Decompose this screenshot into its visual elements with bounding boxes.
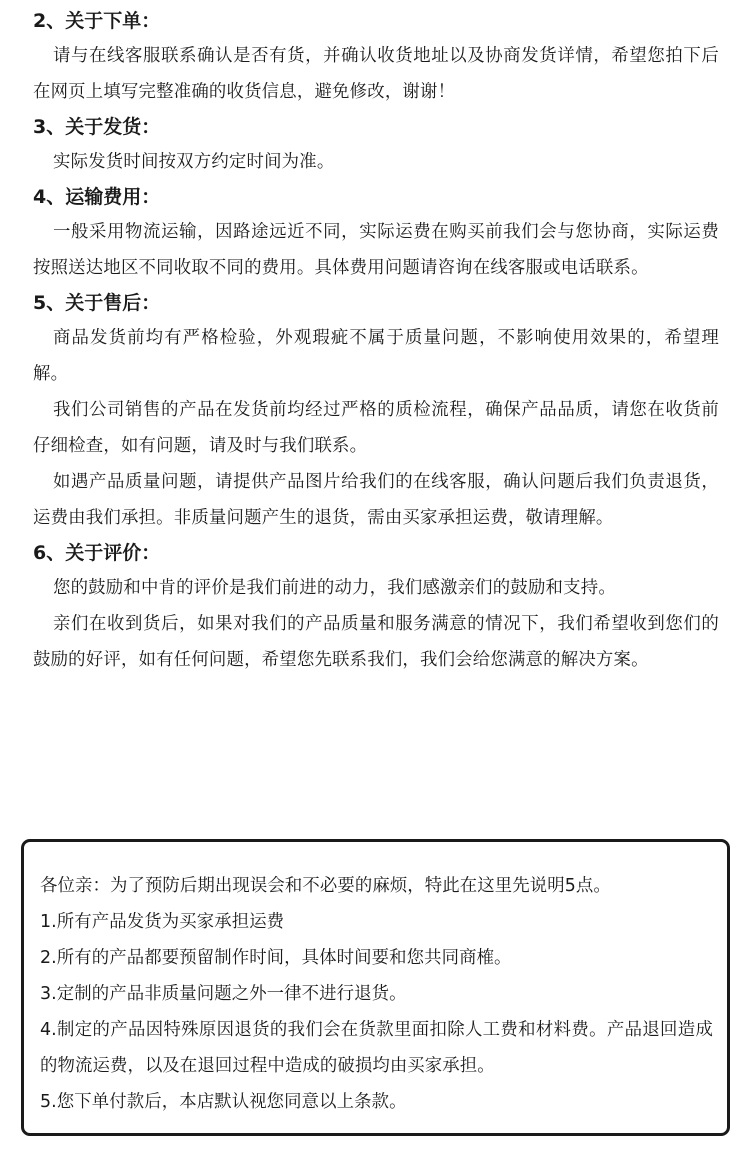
notice-box (21, 839, 730, 1136)
section-paragraph: 商品发货前均有严格检验，外观瑕疵不属于质量问题，不影响使用效果的，希望理解。 (33, 328, 719, 384)
section-paragraph: 请与在线客服联系确认是否有货，并确认收货地址以及协商发货详情，希望您拍下后在网页上填写完整准确的收货信息，避免修改，谢谢！ (33, 46, 719, 102)
section-shipping (0, 110, 750, 180)
section-paragraph: 您的鼓励和中肯的评价是我们前进的动力，我们感激亲们的鼓励和支持。 (53, 578, 616, 598)
notice-item: 3.定制的产品非质量问题之外一律不进行退货。 (40, 984, 407, 1004)
section-paragraph: 一般采用物流运输，因路途远近不同，实际运费在购买前我们会与您协商，实际运费按照送达地区不同收取不同的费用。具体费用问题请咨询在线客服或电话联系。 (33, 222, 719, 278)
section-paragraph: 我们公司销售的产品在发货前均经过严格的质检流程，确保产品品质，请您在收货前仔细检查，如有问题，请及时与我们联系。 (33, 400, 719, 456)
notice-item: 4.制定的产品因特殊原因退货的我们会在货款里面扣除人工费和材料费。产品退回造成的物流运费，以及在退回过程中造成的破损均由买家承担。 (40, 1020, 713, 1076)
notice-intro: 各位亲：为了预防后期出现误会和不必要的麻烦，特此在这里先说明5点。 (40, 876, 611, 896)
section-heading: 3、关于发货： (33, 116, 161, 138)
section-heading: 2、关于下单： (33, 10, 161, 32)
section-paragraph: 如遇产品质量问题，请提供产品图片给我们的在线客服，确认问题后我们负责退货，运费由我们承担。非质量问题产生的退货，需由买家承担运费，敬请理解。 (33, 472, 719, 528)
section-freight (0, 180, 750, 286)
notice-item: 2.所有的产品都要预留制作时间，具体时间要和您共同商榷。 (40, 948, 512, 968)
notice-item: 1.所有产品发货为买家承担运费 (40, 912, 285, 932)
section-paragraph: 实际发货时间按双方约定时间为准。 (53, 152, 335, 172)
notice-item: 5.您下单付款后，本店默认视您同意以上条款。 (40, 1092, 407, 1112)
section-ordering (0, 4, 750, 110)
section-heading: 6、关于评价： (33, 542, 161, 564)
section-heading: 5、关于售后： (33, 292, 161, 314)
section-after-sales (0, 286, 750, 536)
section-reviews (0, 536, 750, 678)
section-paragraph: 亲们在收到货后，如果对我们的产品质量和服务满意的情况下，我们希望收到您们的鼓励的好评，如有任何问题，希望您先联系我们，我们会给您满意的解决方案。 (33, 614, 719, 670)
section-heading: 4、运输费用： (33, 186, 161, 208)
